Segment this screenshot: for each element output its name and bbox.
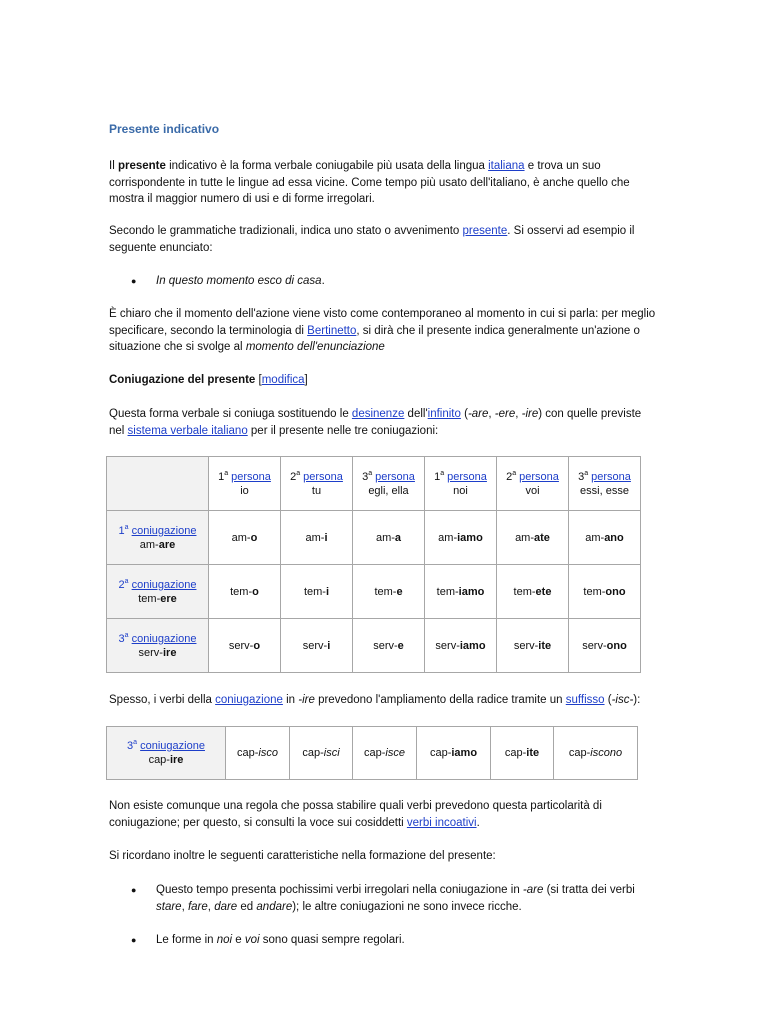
link-persona[interactable]: persona <box>591 470 631 483</box>
table-cell <box>226 727 290 780</box>
link-suffisso[interactable]: suffisso <box>565 694 605 706</box>
text: Non esiste comunque una regola che possa stabilire quali verbi prevedono questa particolarità di coniugazione; per questo, si consulti la voce sui cosiddetti <box>109 800 602 829</box>
link-desinenze[interactable]: desinenze <box>351 408 405 420</box>
text: ] <box>304 374 308 386</box>
link-coniugazione[interactable]: coniugazione <box>215 694 283 706</box>
paragraph-momento <box>109 306 657 356</box>
ending: ano <box>604 531 624 544</box>
stem: am- <box>375 531 395 544</box>
text: [ <box>255 374 262 386</box>
text: ) con quelle previste nel <box>109 408 642 437</box>
pronoun: essi, esse <box>580 484 629 497</box>
italic-term: momento dell'enunciazione <box>245 341 385 353</box>
text: Spesso, i verbi della <box>109 694 216 706</box>
paragraph-regola <box>109 798 657 831</box>
table-cell <box>491 727 554 780</box>
link-persona[interactable]: persona <box>519 470 559 483</box>
stem: serv- <box>228 639 254 652</box>
sup: a <box>584 469 589 477</box>
isc-conjugation-table <box>106 726 638 780</box>
stem: cap- <box>504 747 527 759</box>
paragraph-coniuga <box>109 406 657 439</box>
ending: ere <box>160 592 177 605</box>
header-cell <box>425 457 497 511</box>
ending: i <box>325 585 330 598</box>
ending: e <box>396 585 403 598</box>
text: Questa forma verbale si coniuga sostituendo le <box>109 408 352 420</box>
text: ( <box>460 408 468 420</box>
pronoun: egli, ella <box>368 484 409 497</box>
edit-link[interactable]: modifica <box>261 374 305 386</box>
table-cell <box>353 565 425 619</box>
intro-paragraph <box>109 158 657 208</box>
table-cell <box>290 727 353 780</box>
italic: -ire <box>521 408 539 420</box>
text: . <box>321 275 325 287</box>
table-cell <box>425 619 497 673</box>
text: È chiaro che il momento dell'azione viene visto come contemporaneo al momento in cui si parla: per meglio specificare, secondo la terminologia di <box>109 308 656 337</box>
header-cell <box>281 457 353 511</box>
text: Le forme in <box>156 934 217 946</box>
num: 3 <box>127 740 134 752</box>
row-header-cell <box>107 727 226 780</box>
link-infinito[interactable]: infinito <box>427 408 461 420</box>
ending: i <box>327 639 331 652</box>
italic: fare <box>187 900 208 913</box>
text: per il presente nelle tre coniugazioni: <box>247 424 439 437</box>
num: 1 <box>118 524 125 537</box>
sup: a <box>224 469 229 477</box>
italic: -ire <box>298 694 315 706</box>
link-coniugazione[interactable]: coniugazione <box>131 578 197 591</box>
ending: ire <box>162 646 177 659</box>
ending: o <box>253 639 261 652</box>
link-verbi-incoativi[interactable]: verbi incoativi <box>406 816 477 829</box>
ending: ono <box>605 585 626 598</box>
pronoun: voi <box>525 484 540 497</box>
text: ( <box>604 694 612 706</box>
stem: cap- <box>237 747 259 759</box>
ending: ite <box>526 747 540 759</box>
stem: am- <box>585 531 605 544</box>
stem: am- <box>515 531 535 544</box>
section-title: Coniugazione del presente <box>109 374 256 386</box>
header-cell <box>497 457 569 511</box>
sup: a <box>512 469 517 477</box>
table-cell <box>497 619 569 673</box>
text: indicativo è la forma verbale coniugabile più usata della lingua <box>165 160 489 172</box>
italic: andare <box>256 900 293 913</box>
text: in <box>282 694 299 706</box>
bold-term: presente <box>117 160 166 172</box>
paragraph-grammatiche <box>109 223 657 256</box>
stem: cap- <box>429 747 452 759</box>
stem: tem- <box>513 585 536 598</box>
ending: ono <box>606 639 627 652</box>
table-row <box>107 727 638 780</box>
ending: ate <box>534 531 550 544</box>
table-cell <box>497 511 569 565</box>
num: 1 <box>434 470 441 483</box>
table-cell <box>417 727 491 780</box>
text: sono quasi sempre regolari. <box>259 934 405 946</box>
sup: a <box>440 469 445 477</box>
text: , <box>207 900 215 913</box>
table-cell <box>569 565 641 619</box>
num: 2 <box>290 470 297 483</box>
stem: cap- <box>302 747 324 759</box>
italic: stare <box>156 900 182 913</box>
table-row <box>107 565 641 619</box>
table-cell <box>209 619 281 673</box>
table-cell <box>209 511 281 565</box>
stem: cap- <box>568 747 591 759</box>
row-header-cell <box>107 511 209 565</box>
italic: voi <box>244 934 260 946</box>
table-cell <box>353 619 425 673</box>
text: . <box>476 816 480 829</box>
table-cell <box>353 727 417 780</box>
pronoun: noi <box>453 484 468 497</box>
text: , <box>488 408 495 420</box>
italic: -are <box>522 884 544 896</box>
conjugation-table <box>106 456 641 673</box>
ending: o <box>252 585 259 598</box>
table-cell <box>554 727 638 780</box>
italic: -are <box>467 408 489 420</box>
stem: tem- <box>303 585 326 598</box>
table-cell <box>353 511 425 565</box>
text: . Si osservi ad esempio il seguente enunciato: <box>109 225 635 254</box>
link-presente[interactable]: presente <box>462 225 508 237</box>
link-persona[interactable]: persona <box>375 470 415 483</box>
header-cell <box>353 457 425 511</box>
num: 3 <box>578 470 585 483</box>
ending: ete <box>535 585 552 598</box>
num: 3 <box>118 632 125 645</box>
page-title: Presente indicativo <box>109 122 220 136</box>
italic: noi <box>216 934 233 946</box>
text: ); le altre coniugazioni ne sono invece ricche. <box>292 900 522 913</box>
text: prevedono l'ampliamento della radice tramite un <box>314 694 566 706</box>
stem: serv- <box>302 639 328 652</box>
list-item <box>109 932 669 949</box>
bullet-icon: ● <box>131 276 137 286</box>
stem: am- <box>438 531 458 544</box>
text: , <box>181 900 188 913</box>
table-cell <box>569 619 641 673</box>
stem: serv- <box>138 646 163 659</box>
list-item <box>109 882 669 916</box>
table-cell <box>497 565 569 619</box>
stem: serv- <box>513 639 539 652</box>
italic-example: In questo momento esco di casa <box>156 275 322 287</box>
example-text <box>156 273 325 290</box>
text: ): <box>633 694 641 706</box>
ending: a <box>394 531 402 544</box>
italic: -ere <box>494 408 516 420</box>
text: Il <box>109 160 118 172</box>
ending: iamo <box>457 531 483 544</box>
pronoun: io <box>240 484 249 497</box>
table-cell <box>209 565 281 619</box>
stem: am- <box>139 538 159 551</box>
sup: a <box>368 469 373 477</box>
list-item-text <box>156 882 661 915</box>
stem: tem- <box>374 585 397 598</box>
text: e <box>232 934 245 946</box>
ending: isco <box>258 747 278 759</box>
sup: a <box>296 469 301 477</box>
stem: cap- <box>148 754 170 766</box>
text: , <box>515 408 522 420</box>
stem: tem- <box>230 585 253 598</box>
sup: a <box>124 577 129 585</box>
stem: serv- <box>373 639 398 652</box>
table-cell <box>569 511 641 565</box>
num: 1 <box>218 470 225 483</box>
link-coniugazione[interactable]: coniugazione <box>131 524 197 537</box>
num: 2 <box>506 470 513 483</box>
num: 3 <box>362 470 369 483</box>
ending: i <box>324 531 328 544</box>
sup: a <box>124 631 129 639</box>
ending: iamo <box>451 747 478 759</box>
stem: serv- <box>582 639 607 652</box>
ending: isci <box>323 747 340 759</box>
text: dell' <box>404 408 428 420</box>
link-persona[interactable]: persona <box>303 470 343 483</box>
ending: isce <box>385 747 405 759</box>
example-list-item <box>109 273 657 290</box>
row-header-cell <box>107 565 209 619</box>
stem: serv- <box>435 639 460 652</box>
ending: are <box>158 538 176 551</box>
paragraph-spesso <box>109 692 669 709</box>
link-persona[interactable]: persona <box>447 470 487 483</box>
stem: tem- <box>436 585 459 598</box>
table-cell <box>281 511 353 565</box>
ending: o <box>250 531 258 544</box>
table-row <box>107 619 641 673</box>
text: ed <box>237 900 257 913</box>
link-coniugazione[interactable]: coniugazione <box>131 632 197 645</box>
italic: dare <box>214 900 238 913</box>
table-cell <box>281 565 353 619</box>
sup: a <box>133 739 138 746</box>
ending: iamo <box>459 639 486 652</box>
italic: -isc- <box>611 694 634 706</box>
text: Questo tempo presenta pochissimi verbi irregolari nella coniugazione in <box>156 884 523 896</box>
link-coniugazione[interactable]: coniugazione <box>140 740 205 752</box>
num: 2 <box>118 578 125 591</box>
table-row <box>107 511 641 565</box>
stem: cap- <box>364 747 386 759</box>
bullet-icon: ● <box>131 935 137 945</box>
link-sistema-verbale[interactable]: sistema verbale italiano <box>127 424 248 437</box>
sup: a <box>124 523 129 531</box>
stem: am- <box>231 531 251 544</box>
ending: ire <box>169 754 184 766</box>
text: e trova un suo corrispondente in tutte le lingue ad essa vicine. Come tempo più usato dell'italiano, è anche quello che mostra il maggior numero di usi e di forme irregolari. <box>109 160 630 205</box>
table-corner-cell <box>107 457 209 511</box>
section-heading <box>109 372 657 389</box>
text: Secondo le grammatiche tradizionali, indica uno stato o avvenimento <box>109 225 463 237</box>
stem: tem- <box>138 592 161 605</box>
header-cell <box>569 457 641 511</box>
list-item-text <box>156 932 661 949</box>
ending: iscono <box>590 747 623 759</box>
ending: iamo <box>458 585 485 598</box>
text: , si dirà che il presente indica generalmente un'azione o situazione che si svolge al <box>109 324 640 353</box>
table-cell <box>425 511 497 565</box>
paragraph-caratteristiche: Si ricordano inoltre le seguenti caratteristiche nella formazione del presente: <box>109 850 496 862</box>
text: (si tratta dei verbi <box>543 884 635 896</box>
ending: ite <box>538 639 552 652</box>
table-cell <box>281 619 353 673</box>
link-persona[interactable]: persona <box>231 470 271 483</box>
link-italiana[interactable]: italiana <box>488 160 525 172</box>
stem: am- <box>305 531 325 544</box>
pronoun: tu <box>311 484 322 497</box>
ending: e <box>397 639 404 652</box>
stem: tem- <box>583 585 606 598</box>
table-cell <box>425 565 497 619</box>
row-header-cell <box>107 619 209 673</box>
link-bertinetto[interactable]: Bertinetto <box>307 324 357 337</box>
bullet-icon: ● <box>131 885 137 895</box>
header-cell <box>209 457 281 511</box>
table-header-row <box>107 457 641 511</box>
